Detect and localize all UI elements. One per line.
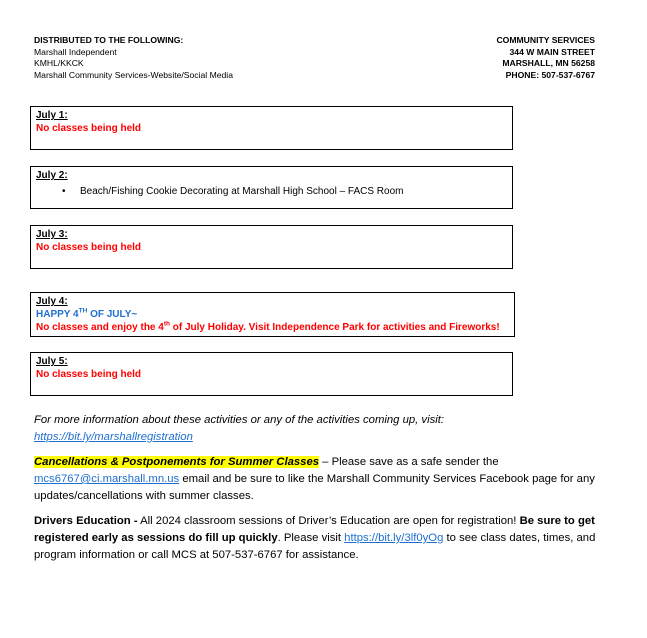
drivers-ed-text: . Please visit xyxy=(277,532,345,544)
cancellations-heading: Cancellations & Postponements for Summer Classes xyxy=(34,456,320,468)
day-label: July 4: xyxy=(36,296,68,307)
address-line: PHONE: 507-537-6767 xyxy=(505,69,595,80)
day-note: No classes being held xyxy=(36,123,142,134)
cancellations-text: – Please save as a safe sender the xyxy=(319,456,499,468)
drivers-ed-emphasis: Be sure to get registered early as sessions do fill up quickly xyxy=(34,515,595,544)
day-box-july-3 xyxy=(30,225,513,269)
holiday-greeting xyxy=(36,308,514,321)
greeting-text: OF JULY~ xyxy=(87,309,138,320)
drivers-ed-link[interactable]: https://bit.ly/3lf0yOg xyxy=(344,532,444,544)
cancellations-paragraph xyxy=(34,454,624,505)
day-label: July 5: xyxy=(36,356,68,367)
drivers-ed-text: to see class dates, times, and program information or call MCS at 507-537-6767 for assistance. xyxy=(34,532,596,561)
day-label: July 3: xyxy=(36,229,68,240)
bullet-icon: • xyxy=(62,186,66,197)
address-line: 344 W MAIN STREET xyxy=(509,46,595,57)
day-box-july-1 xyxy=(30,106,513,150)
bullet-item xyxy=(36,185,512,198)
day-box-july-5 xyxy=(30,352,513,396)
email-link[interactable]: mcs6767@ci.marshall.mn.us xyxy=(34,473,180,485)
note-text: No classes and enjoy the 4 xyxy=(36,322,164,333)
address-line: COMMUNITY SERVICES xyxy=(496,35,595,45)
address-line: MARSHALL, MN 56258 xyxy=(502,58,595,68)
drivers-ed-title: Drivers Education - xyxy=(34,515,138,527)
bullet-text: Beach/Fishing Cookie Decorating at Marshall High School – FACS Room xyxy=(80,186,404,197)
note-text: of July Holiday. Visit Independence Park for activities and Fireworks! xyxy=(169,322,500,333)
day-note: No classes being held xyxy=(36,242,142,253)
greeting-text: HAPPY 4 xyxy=(36,309,79,320)
day-box-july-4 xyxy=(30,292,515,337)
drivers-ed-paragraph xyxy=(34,513,624,564)
note-sup: th xyxy=(163,320,170,328)
day-note: No classes being held xyxy=(36,369,142,380)
drivers-ed-text: All 2024 classroom sessions of Driver’s Education are open for registration! xyxy=(137,515,520,527)
distribution-line: KMHL/KKCK xyxy=(34,58,84,68)
more-info-paragraph xyxy=(34,412,624,446)
cancellations-text: email and be sure to like the Marshall Community Services Facebook page for any updates/cancellations with summer classes. xyxy=(34,473,595,502)
greeting-sup: TH xyxy=(78,307,88,315)
more-info-text: For more information about these activities or any of the activities coming up, visit: xyxy=(34,414,445,426)
address-block xyxy=(496,35,595,81)
distribution-line: Marshall Independent xyxy=(34,46,117,57)
day-box-july-2 xyxy=(30,166,513,209)
distribution-line: Marshall Community Services-Website/Social Media xyxy=(34,69,233,80)
holiday-note xyxy=(36,321,514,334)
registration-link[interactable]: https://bit.ly/marshallregistration xyxy=(34,431,193,443)
day-label: July 1: xyxy=(36,110,68,121)
distribution-title: DISTRIBUTED TO THE FOLLOWING: xyxy=(34,35,184,45)
day-label: July 2: xyxy=(36,170,68,181)
distribution-block xyxy=(34,35,233,81)
